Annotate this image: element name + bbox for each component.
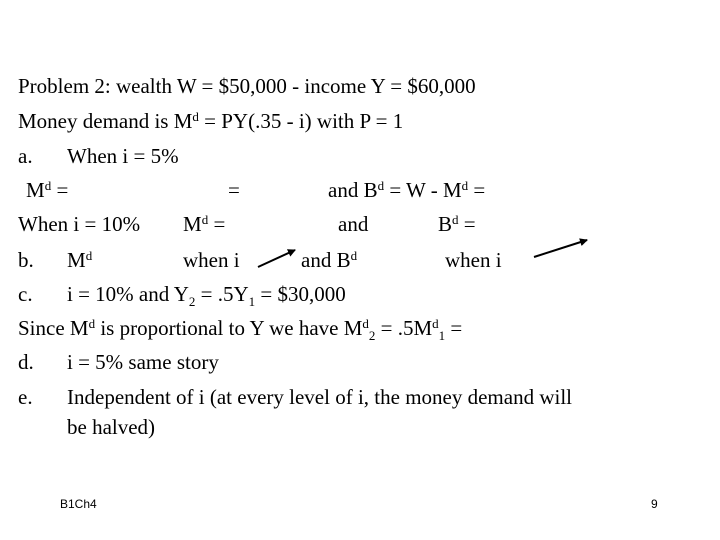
- superscript-d: d: [88, 316, 96, 331]
- superscript-d: d: [432, 316, 439, 331]
- end-equals: =: [468, 178, 486, 202]
- and-word: and: [338, 212, 369, 236]
- part-a-label: a.: [18, 144, 33, 168]
- superscript-d: d: [377, 178, 385, 193]
- when-i-text: when i: [183, 248, 240, 272]
- superscript-d: d: [44, 178, 52, 193]
- since-text-2: is proportional to Y we have M: [95, 316, 363, 340]
- problem-title: Problem 2: wealth W = $50,000 - income Y = $60,000: [18, 74, 476, 98]
- since-text-4: =: [445, 316, 463, 340]
- superscript-d: d: [201, 212, 209, 227]
- part-d-label: d.: [18, 350, 34, 374]
- part-c-text-2: = .5Y: [195, 282, 249, 306]
- superscript-d: d: [85, 248, 93, 263]
- part-c-text-3: = $30,000: [255, 282, 346, 306]
- w-minus-md: = W - M: [384, 178, 462, 202]
- when-i-text-2: when i: [445, 248, 502, 272]
- and-bd: and B: [301, 248, 351, 272]
- superscript-d: d: [461, 178, 469, 193]
- md-symbol: M: [183, 212, 202, 236]
- md-symbol: M: [67, 248, 86, 272]
- page-number: 9: [651, 497, 658, 511]
- part-e-text-1: Independent of i (at every level of i, the money demand will: [67, 385, 572, 409]
- bd-symbol: B: [438, 212, 453, 236]
- part-e-label: e.: [18, 385, 33, 409]
- md-equals: =: [208, 212, 226, 236]
- superscript-d: d: [362, 316, 369, 331]
- part-c-text-1: i = 10% and Y: [67, 282, 189, 306]
- bd-equals: =: [458, 212, 476, 236]
- md-symbol: M: [26, 178, 45, 202]
- subscript-2: 2: [188, 294, 196, 309]
- arrow-up-icon: [534, 240, 587, 257]
- subscript-1: 1: [438, 328, 446, 343]
- superscript-d: d: [452, 212, 459, 227]
- superscript-d: d: [192, 109, 199, 124]
- money-demand-suffix: = PY(.35 - i) with P = 1: [198, 109, 404, 133]
- equals-sign: =: [228, 178, 240, 202]
- and-bd: and B: [328, 178, 378, 202]
- since-text-3: = .5M: [375, 316, 433, 340]
- superscript-d: d: [350, 248, 358, 263]
- part-c-label: c.: [18, 282, 33, 306]
- part-a-text: When i = 5%: [67, 144, 179, 168]
- since-text-1: Since M: [18, 316, 89, 340]
- arrow-up-icon: [258, 250, 295, 267]
- subscript-2: 2: [368, 328, 376, 343]
- when-i-10-text: When i = 10%: [18, 212, 141, 236]
- footer-label: B1Ch4: [60, 497, 97, 511]
- subscript-1: 1: [248, 294, 256, 309]
- money-demand-prefix: Money demand is M: [18, 109, 193, 133]
- part-e-text-2: be halved): [67, 415, 156, 439]
- part-b-label: b.: [18, 248, 34, 272]
- part-d-text: i = 5% same story: [67, 350, 219, 374]
- md-equals: =: [51, 178, 69, 202]
